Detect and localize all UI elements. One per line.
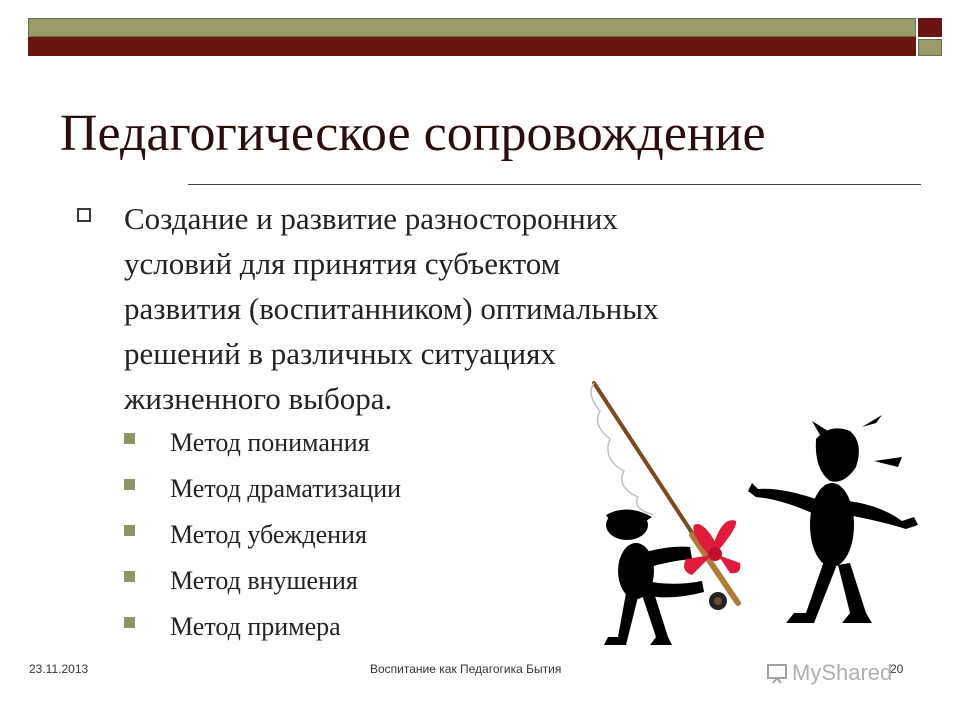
method-label: Метод внушения bbox=[170, 566, 358, 595]
fishing-rod-gift-illustration bbox=[580, 375, 930, 655]
watermark bbox=[766, 660, 892, 686]
top-bar-olive-stripe bbox=[28, 18, 916, 37]
slide-title: Педагогическое сопровождение bbox=[60, 105, 766, 162]
method-label: Метод драматизации bbox=[170, 474, 402, 503]
square-bullet-icon bbox=[124, 617, 135, 628]
tall-figure bbox=[748, 428, 918, 623]
method-label: Метод убеждения bbox=[170, 520, 367, 549]
main-point-line: жизненного выбора. bbox=[124, 381, 393, 416]
square-bullet-icon bbox=[124, 479, 135, 490]
footer-date: 23.11.2013 bbox=[29, 662, 89, 676]
main-point-text bbox=[124, 196, 659, 421]
footer-title: Воспитание как Педагогика Бытия bbox=[370, 662, 562, 676]
hollow-square-bullet-icon bbox=[77, 208, 91, 222]
top-bar-maroon-stripe bbox=[28, 37, 916, 56]
top-bar-olive-square bbox=[918, 39, 942, 56]
square-bullet-icon bbox=[124, 571, 135, 582]
square-bullet-icon bbox=[124, 525, 135, 536]
title-divider bbox=[188, 184, 921, 185]
main-point-line: решений в различных ситуациях bbox=[124, 336, 556, 371]
main-point-line: условий для принятия субъектом bbox=[124, 246, 561, 281]
page-number: 20 bbox=[890, 662, 904, 676]
main-point-line: развития (воспитанником) оптимальных bbox=[124, 291, 659, 326]
top-decorative-bar bbox=[28, 18, 942, 56]
watermark-text: MyShared bbox=[792, 660, 893, 685]
method-label: Метод примера bbox=[170, 612, 341, 641]
presentation-icon bbox=[766, 662, 788, 684]
square-bullet-icon bbox=[124, 433, 135, 444]
top-bar-maroon-square bbox=[918, 18, 942, 37]
method-label: Метод понимания bbox=[170, 428, 370, 457]
main-point-line: Создание и развитие разносторонних bbox=[124, 201, 618, 236]
